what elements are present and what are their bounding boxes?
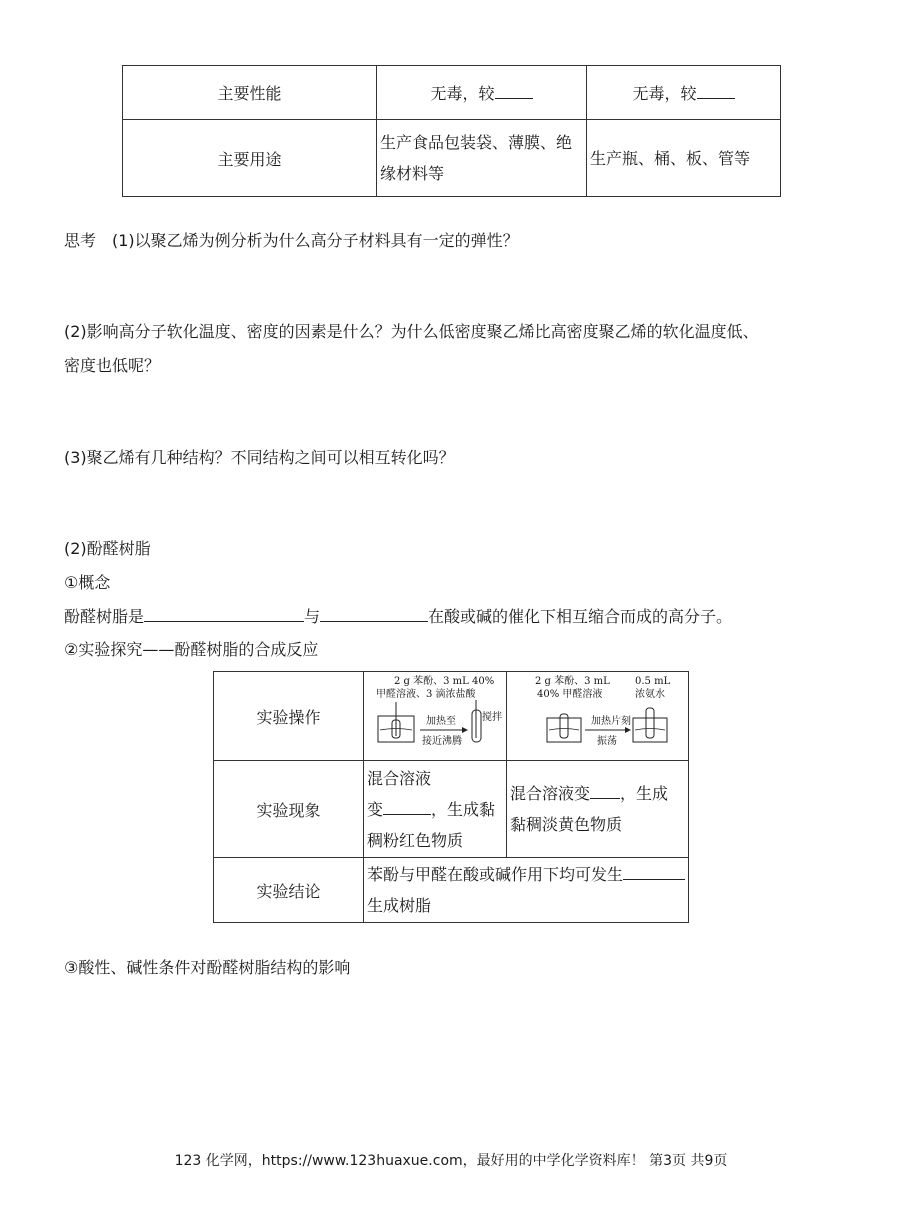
experiment-table: [213, 671, 689, 923]
base-apparatus-diagram: [507, 672, 688, 756]
svg-text:搅拌: 搅拌: [482, 712, 502, 723]
svg-text:接近沸腾: 接近沸腾: [422, 736, 462, 747]
page-footer: 123 化学网，https://www.123huaxue.com，最好用的中学化学资料库！ 第3页 共9页: [174, 1153, 728, 1169]
experiment-title: ②实验探究——酚醛树脂的合成反应: [64, 640, 319, 659]
svg-text:加热片刻: 加热片刻: [591, 716, 631, 727]
phenomenon-base: 混合溶液变 ，生成 黏稠淡黄色物质: [507, 761, 689, 858]
svg-text:浓氨水: 浓氨水: [635, 689, 665, 700]
concept-sentence: 酚醛树脂是 与 在酸或碱的催化下相互缩合而成的高分子。: [64, 607, 733, 626]
phenomenon-label: 实验现象: [214, 761, 364, 858]
answer-blank: [383, 798, 431, 815]
question-2-line2: 密度也低呢？: [64, 356, 161, 375]
question-3: (3)聚乙烯有几种结构？不同结构之间可以相互转化吗？: [64, 448, 455, 467]
concept-title: ①概念: [64, 573, 111, 592]
cell-performance-1: 无毒，较: [377, 66, 587, 120]
phenomenon-acid: 混合溶液 变 ，生成黏 稠粉红色物质: [364, 761, 507, 858]
svg-text:40% 甲醛溶液: 40% 甲醛溶液: [537, 689, 603, 700]
answer-blank: [144, 605, 304, 622]
acid-apparatus-diagram: [364, 672, 506, 756]
svg-text:甲醛溶液、3 滴浓盐酸: 甲醛溶液、3 滴浓盐酸: [376, 689, 476, 700]
properties-table: [122, 65, 781, 197]
answer-blank: [697, 82, 735, 99]
row-label-performance: 主要性能: [123, 66, 377, 120]
svg-text:振荡: 振荡: [597, 736, 617, 747]
svg-text:2 g 苯酚、3 mL: 2 g 苯酚、3 mL: [535, 676, 610, 687]
answer-blank: [320, 605, 428, 622]
svg-text:加热至: 加热至: [426, 716, 456, 727]
cell-usage-2: 生产瓶、桶、板、管等: [587, 120, 781, 197]
conclusion-label: 实验结论: [214, 858, 364, 923]
conclusion-cell: 苯酚与甲醛在酸或碱作用下均可发生 生成树脂: [364, 858, 689, 923]
operation-diagram-acid: [364, 672, 507, 761]
svg-text:0.5 mL: 0.5 mL: [635, 676, 671, 687]
question-2-line1: (2)影响高分子软化温度、密度的因素是什么？为什么低密度聚乙烯比高密度聚乙烯的软化温度低、: [64, 322, 759, 341]
influence-title: ③酸性、碱性条件对酚醛树脂结构的影响: [64, 958, 351, 977]
answer-blank: [590, 782, 620, 799]
operation-diagram-base: [507, 672, 689, 761]
cell-performance-2: 无毒，较: [587, 66, 781, 120]
answer-blank: [495, 82, 533, 99]
answer-blank: [623, 863, 685, 880]
section-heading: (2)酚醛树脂: [64, 539, 151, 558]
operation-label: 实验操作: [214, 672, 364, 761]
question-1: 思考 (1)以聚乙烯为例分析为什么高分子材料具有一定的弹性？: [64, 231, 519, 250]
cell-usage-1: 生产食品包装袋、薄膜、绝 缘材料等: [377, 120, 587, 197]
svg-text:2 g 苯酚、3 mL 40%: 2 g 苯酚、3 mL 40%: [394, 676, 495, 687]
row-label-usage: 主要用途: [123, 120, 377, 197]
